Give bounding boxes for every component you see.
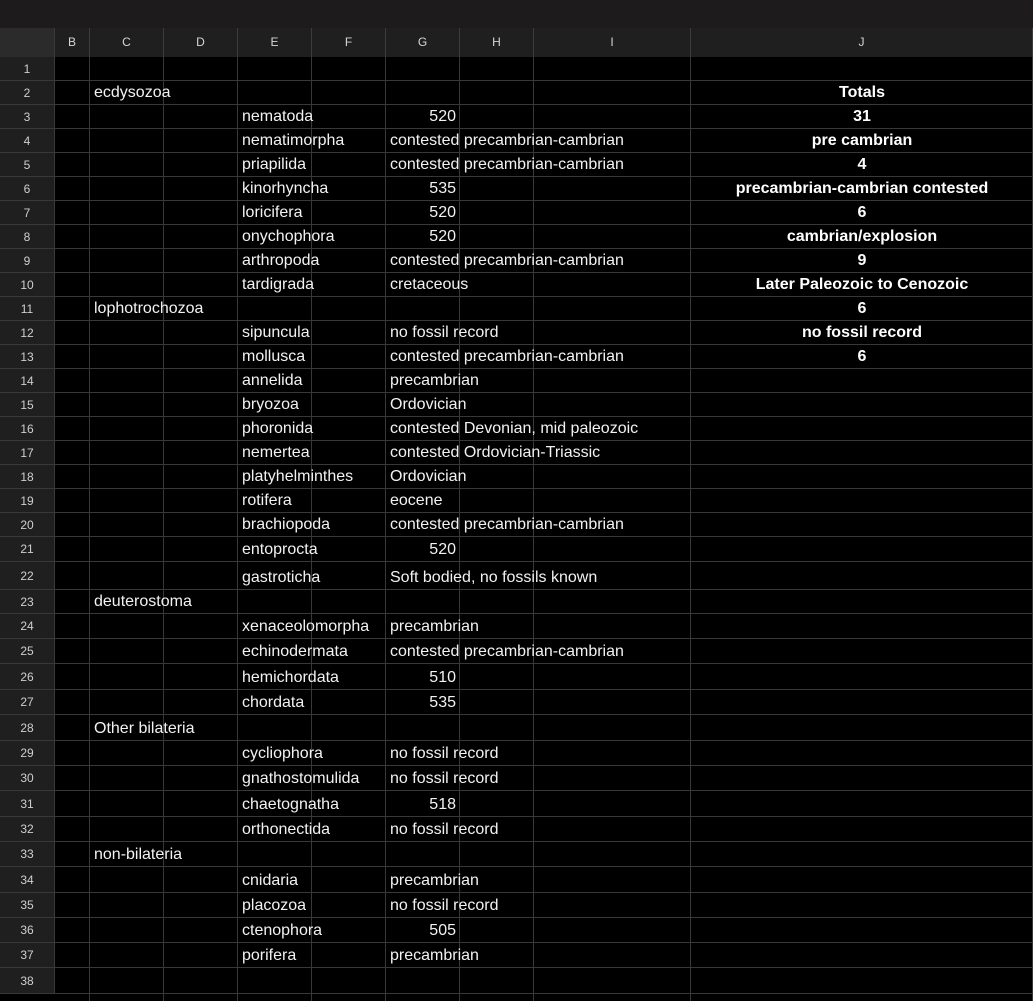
table-row [0, 867, 1033, 893]
table-row [0, 893, 1033, 918]
table-row [0, 690, 1033, 715]
cell-g-age[interactable]: Ordovician [390, 468, 467, 485]
row-header[interactable]: 32 [0, 817, 55, 841]
row-header[interactable]: 11 [0, 297, 55, 320]
table-row [0, 766, 1033, 791]
cell-g-age[interactable]: 518 [429, 796, 456, 813]
cell-g-age[interactable]: 505 [429, 922, 456, 939]
row-header[interactable]: 4 [0, 129, 55, 152]
table-row [0, 57, 1033, 81]
table-row [0, 918, 1033, 943]
column-header-row [0, 28, 1033, 57]
table-row [0, 513, 1033, 537]
cell-e-phylum[interactable]: chordata [242, 694, 305, 711]
table-row [0, 715, 1033, 741]
cell-e-phylum[interactable]: rotifera [242, 492, 292, 509]
column-header-g[interactable]: G [386, 28, 460, 57]
cell-g-age[interactable]: no fossil record [390, 821, 499, 838]
cell-g-age[interactable]: precambrian [390, 947, 479, 964]
row-header[interactable]: 19 [0, 489, 55, 512]
cell-e-phylum[interactable]: bryozoa [242, 396, 299, 413]
cell-j-totals[interactable]: precambrian-cambrian contested [735, 180, 989, 197]
cell-g-age[interactable]: contested Devonian, mid paleozoic [390, 420, 639, 437]
cell-g-age[interactable]: precambrian [390, 618, 479, 635]
row-header[interactable]: 8 [0, 225, 55, 248]
table-row [0, 562, 1033, 590]
cell-g-age[interactable]: Soft bodied, no fossils known [390, 569, 598, 586]
cell-g-age[interactable]: precambrian [390, 372, 479, 389]
row-header[interactable]: 25 [0, 639, 55, 663]
table-row [0, 369, 1033, 393]
cell-j-totals[interactable]: cambrian/explosion [786, 228, 938, 245]
cell-g-age[interactable]: contested Ordovician-Triassic [390, 444, 601, 461]
row-header[interactable]: 15 [0, 393, 55, 416]
cell-j-totals[interactable]: 6 [857, 348, 867, 365]
row-header[interactable]: 2 [0, 81, 55, 104]
table-row [0, 664, 1033, 690]
cell-e-phylum[interactable]: porifera [242, 947, 297, 964]
table-row [0, 465, 1033, 489]
table-row [0, 537, 1033, 562]
cell-c-group[interactable]: lophotrochozoa [94, 300, 204, 317]
row-header[interactable]: 3 [0, 105, 55, 128]
cell-g-age[interactable]: 520 [429, 204, 456, 221]
cell-g-age[interactable]: 520 [429, 541, 456, 558]
cell-e-phylum[interactable]: onychophora [242, 228, 335, 245]
cell-g-age[interactable]: 535 [429, 694, 456, 711]
cell-g-age[interactable]: precambrian [390, 872, 479, 889]
row-header[interactable]: 31 [0, 791, 55, 816]
cell-e-phylum[interactable]: entoprocta [242, 541, 318, 558]
cell-c-group[interactable]: ecdysozoa [94, 84, 171, 101]
table-row [0, 105, 1033, 129]
row-header[interactable]: 16 [0, 417, 55, 440]
row-header[interactable]: 12 [0, 321, 55, 344]
cell-c-group[interactable]: non-bilateria [94, 846, 183, 863]
column-header-c[interactable]: C [90, 28, 164, 57]
cell-e-phylum[interactable]: ctenophora [242, 922, 323, 939]
row-header[interactable]: 29 [0, 741, 55, 765]
row-header[interactable]: 10 [0, 273, 55, 296]
cell-j-totals[interactable]: 4 [857, 156, 867, 173]
cell-e-phylum[interactable]: priapilida [242, 156, 307, 173]
cell-e-phylum[interactable]: tardigrada [242, 276, 315, 293]
column-header-e[interactable]: E [238, 28, 312, 57]
cell-e-phylum[interactable]: gastroticha [242, 569, 321, 586]
cell-g-age[interactable]: no fossil record [390, 770, 499, 787]
table-row [0, 441, 1033, 465]
table-row [0, 943, 1033, 968]
table-row [0, 81, 1033, 105]
cell-e-phylum[interactable]: nemertea [242, 444, 310, 461]
row-header[interactable]: 26 [0, 664, 55, 689]
cell-e-phylum[interactable]: echinodermata [242, 643, 348, 660]
table-row [0, 297, 1033, 321]
cell-g-age[interactable]: 520 [429, 108, 456, 125]
cell-grid [0, 57, 1033, 1001]
cell-j-totals[interactable]: 31 [853, 108, 871, 125]
column-header-f[interactable]: F [312, 28, 386, 57]
table-row [0, 201, 1033, 225]
table-row [0, 590, 1033, 614]
row-header[interactable]: 33 [0, 842, 55, 866]
row-header[interactable]: 21 [0, 537, 55, 561]
cell-g-age[interactable]: contested precambrian-cambrian [390, 132, 624, 149]
table-row [0, 153, 1033, 177]
cell-g-age[interactable]: 510 [429, 669, 456, 686]
cell-e-phylum[interactable]: cycliophora [242, 745, 323, 762]
cell-g-age[interactable]: contested precambrian-cambrian [390, 643, 624, 660]
row-header[interactable]: 1 [0, 57, 55, 80]
table-row [0, 817, 1033, 842]
column-header-h[interactable]: H [460, 28, 534, 57]
cell-g-age[interactable]: contested precambrian-cambrian [390, 156, 624, 173]
cell-g-age[interactable]: 535 [429, 180, 456, 197]
cell-j-totals[interactable]: pre cambrian [811, 132, 913, 149]
row-header[interactable]: 35 [0, 893, 55, 917]
column-header-b[interactable]: B [55, 28, 90, 57]
row-header[interactable]: 20 [0, 513, 55, 536]
cell-e-phylum[interactable]: nematimorpha [242, 132, 345, 149]
row-header[interactable]: 27 [0, 690, 55, 714]
row-header[interactable]: 36 [0, 918, 55, 942]
cell-e-phylum[interactable]: orthonectida [242, 821, 331, 838]
row-header[interactable]: 30 [0, 766, 55, 790]
cell-e-phylum[interactable]: sipuncula [242, 324, 310, 341]
table-row [0, 614, 1033, 639]
table-row [0, 489, 1033, 513]
cell-g-age[interactable]: no fossil record [390, 324, 499, 341]
row-header[interactable]: 14 [0, 369, 55, 392]
row-header[interactable]: 17 [0, 441, 55, 464]
cell-e-phylum[interactable]: mollusca [242, 348, 306, 365]
table-row [0, 968, 1033, 994]
row-header[interactable]: 34 [0, 867, 55, 892]
row-header[interactable]: 38 [0, 968, 55, 993]
table-row [0, 177, 1033, 201]
row-header[interactable]: 6 [0, 177, 55, 200]
cell-g-age[interactable]: no fossil record [390, 745, 499, 762]
table-row [0, 249, 1033, 273]
cell-e-phylum[interactable]: phoronida [242, 420, 314, 437]
cell-e-phylum[interactable]: gnathostomulida [242, 770, 360, 787]
cell-j-totals[interactable]: 9 [857, 252, 867, 269]
cell-g-age[interactable]: contested precambrian-cambrian [390, 516, 624, 533]
table-row [0, 273, 1033, 297]
row-header[interactable]: 22 [0, 562, 55, 589]
table-row [0, 321, 1033, 345]
cell-e-phylum[interactable]: placozoa [242, 897, 307, 914]
table-row [0, 225, 1033, 249]
cell-e-phylum[interactable]: brachiopoda [242, 516, 331, 533]
table-row [0, 129, 1033, 153]
cell-e-phylum[interactable]: hemichordata [242, 669, 339, 686]
table-row [0, 393, 1033, 417]
select-all-corner[interactable] [0, 28, 55, 57]
row-header[interactable]: 5 [0, 153, 55, 176]
row-header[interactable]: 9 [0, 249, 55, 272]
cell-e-phylum[interactable]: platyhelminthes [242, 468, 354, 485]
cell-j-totals[interactable]: Totals [839, 84, 885, 101]
cell-e-phylum[interactable]: cnidaria [242, 872, 299, 889]
table-row [0, 345, 1033, 369]
cell-g-age[interactable]: contested precambrian-cambrian [390, 252, 624, 269]
cell-g-age[interactable]: no fossil record [390, 897, 499, 914]
row-header[interactable]: 24 [0, 614, 55, 638]
column-header-d[interactable]: D [164, 28, 238, 57]
cell-g-age[interactable]: eocene [390, 492, 443, 509]
row-header[interactable]: 13 [0, 345, 55, 368]
cell-e-phylum[interactable]: xenaceolomorpha [242, 618, 370, 635]
cell-g-age[interactable]: 520 [429, 228, 456, 245]
toolbar-strip [0, 0, 1033, 28]
table-row [0, 791, 1033, 817]
row-header[interactable]: 37 [0, 943, 55, 967]
cell-c-group[interactable]: deuterostoma [94, 593, 192, 610]
cell-j-totals[interactable]: no fossil record [801, 324, 923, 341]
column-header-j[interactable]: J [691, 28, 1033, 57]
cell-e-phylum[interactable]: loricifera [242, 204, 303, 221]
table-row [0, 417, 1033, 441]
row-header[interactable]: 28 [0, 715, 55, 740]
cell-e-phylum[interactable]: kinorhyncha [242, 180, 329, 197]
cell-g-age[interactable]: contested precambrian-cambrian [390, 348, 624, 365]
column-header-i[interactable]: I [534, 28, 691, 57]
cell-j-totals[interactable]: 6 [857, 300, 867, 317]
row-header[interactable]: 23 [0, 590, 55, 613]
table-row [0, 741, 1033, 766]
cell-j-totals[interactable]: Later Paleozoic to Cenozoic [755, 276, 969, 293]
table-row [0, 842, 1033, 867]
cell-e-phylum[interactable]: chaetognatha [242, 796, 339, 813]
cell-e-phylum[interactable]: annelida [242, 372, 303, 389]
row-header[interactable]: 7 [0, 201, 55, 224]
cell-c-group[interactable]: Other bilateria [94, 720, 195, 737]
cell-g-age[interactable]: cretaceous [390, 276, 469, 293]
table-row [0, 639, 1033, 664]
cell-g-age[interactable]: Ordovician [390, 396, 467, 413]
row-header[interactable]: 18 [0, 465, 55, 488]
cell-e-phylum[interactable]: arthropoda [242, 252, 320, 269]
cell-j-totals[interactable]: 6 [857, 204, 867, 221]
cell-e-phylum[interactable]: nematoda [242, 108, 314, 125]
